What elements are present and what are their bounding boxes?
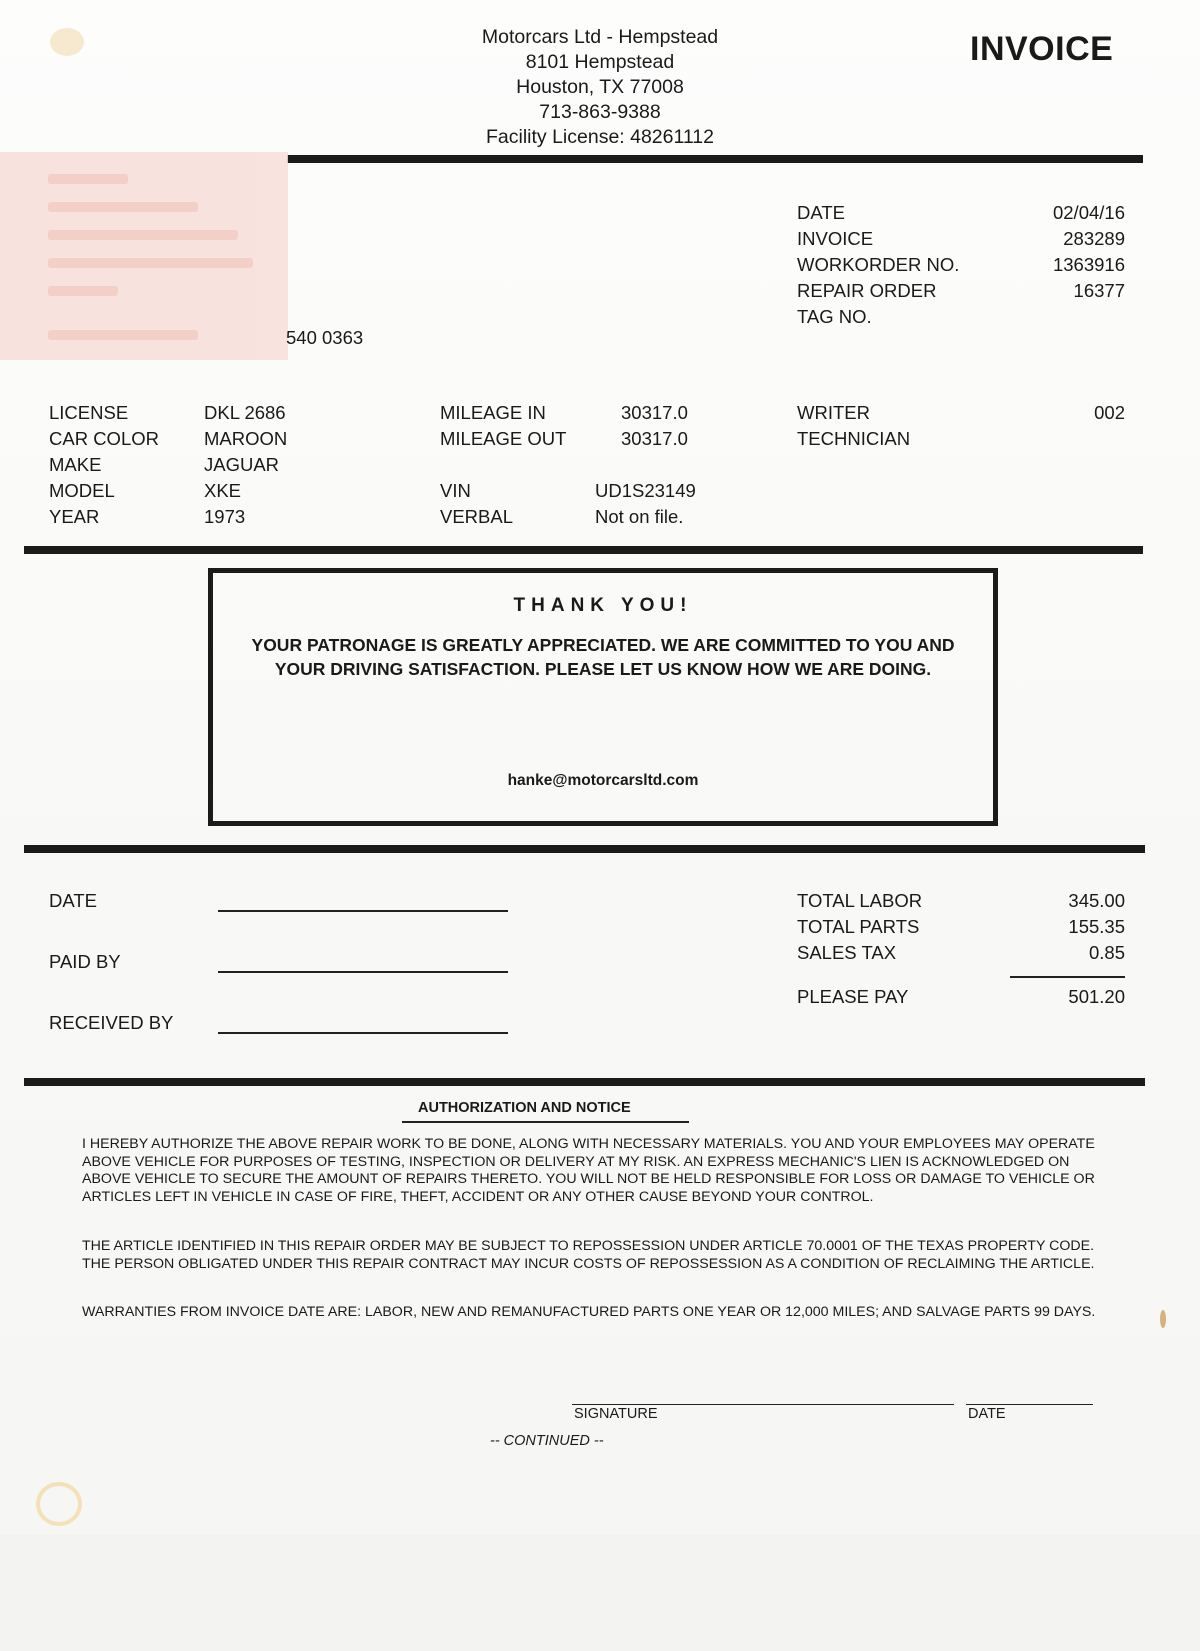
divider bbox=[24, 546, 1143, 554]
authorization-paragraph: I HEREBY AUTHORIZE THE ABOVE REPAIR WORK TO BE DONE, ALONG WITH NECESSARY MATERIALS. YOU AND YOUR EMPLOYEES MAY OPERATE ABOVE VEHICLE FOR PURPOSES OF TESTING, INSPECTION OR DELIVERY AT MY RISK. AN EXPRESS MECHANIC'S LIEN IS ACKNOWLEDGED ON ABOVE VEHICLE TO SECURE THE AMOUNT OF REPAIRS THERETO. YOU WILL NOT BE HELD RESPONSIBLE FOR LOSS OR DAMAGE TO VEHICLE OR ARTICLES LEFT IN VEHICLE IN CASE OF FIRE, THEFT, ACCIDENT OR ANY OTHER CAUSE BEYOND YOUR CONTROL. bbox=[82, 1136, 1095, 1205]
total-labor-value: 345.00 bbox=[1068, 890, 1125, 911]
invoice-title: INVOICE bbox=[970, 30, 1114, 68]
received-by-label: RECEIVED BY bbox=[49, 1012, 174, 1033]
repossession-paragraph: THE ARTICLE IDENTIFIED IN THIS REPAIR ORDER MAY BE SUBJECT TO REPOSSESSION UNDER ARTICLE 70.0001 OF THE TEXAS PROPERTY CODE. THE PERSON OBLIGATED UNDER THIS REPAIR CONTRACT MAY INCUR COSTS OF REPOSSESSION AS A CONDITION OF RECLAIMING THE ARTICLE. bbox=[82, 1238, 1095, 1272]
verbal-label: VERBAL bbox=[440, 506, 514, 527]
contact-email: hanke@motorcarsltd.com bbox=[507, 772, 699, 789]
warranty-paragraph: WARRANTIES FROM INVOICE DATE ARE: LABOR, NEW AND REMANUFACTURED PARTS ONE YEAR OR 12,000 MILES; AND SALVAGE PARTS 99 DAYS. bbox=[82, 1304, 1096, 1320]
year-value: 1973 bbox=[204, 506, 246, 527]
mileage-out-label: MILEAGE OUT bbox=[440, 428, 567, 449]
notice-title-rule bbox=[402, 1121, 689, 1123]
date-label: DATE bbox=[797, 202, 845, 223]
totals-rule bbox=[1010, 976, 1125, 978]
thank-you-box bbox=[208, 568, 998, 826]
total-parts-value: 155.35 bbox=[1068, 916, 1125, 937]
shop-phone: 713-863-9388 bbox=[539, 101, 661, 123]
signature-line bbox=[572, 1404, 954, 1405]
vin-label: VIN bbox=[440, 480, 471, 501]
mileage-in-value: 30317.0 bbox=[621, 402, 688, 423]
divider bbox=[24, 1078, 1145, 1086]
signature-date-line bbox=[966, 1404, 1093, 1405]
repair-order-label: REPAIR ORDER bbox=[797, 280, 937, 301]
shop-city: Houston, TX 77008 bbox=[516, 76, 684, 98]
workorder-value: 1363916 bbox=[1052, 254, 1125, 275]
stain-mark bbox=[36, 1482, 82, 1526]
make-label: MAKE bbox=[49, 454, 102, 475]
facility-license: Facility License: 48261112 bbox=[485, 126, 714, 148]
car-color-value: MAROON bbox=[204, 428, 288, 449]
shop-street: 8101 Hempstead bbox=[525, 51, 675, 73]
notice-title: AUTHORIZATION AND NOTICE bbox=[418, 1100, 631, 1116]
payment-date-label: DATE bbox=[49, 890, 97, 911]
writer-value: 002 bbox=[1094, 402, 1125, 423]
mileage-in-label: MILEAGE IN bbox=[440, 402, 546, 423]
invoice-label: INVOICE bbox=[797, 228, 874, 249]
signature-date-label: DATE bbox=[968, 1406, 1006, 1422]
license-label: LICENSE bbox=[49, 402, 129, 423]
customer-phone: 540 0363 bbox=[286, 327, 364, 348]
vin-value: UD1S23149 bbox=[595, 480, 696, 501]
sales-tax-label: SALES TAX bbox=[797, 942, 897, 963]
model-value: XKE bbox=[204, 480, 242, 501]
total-parts-label: TOTAL PARTS bbox=[797, 916, 920, 937]
divider bbox=[287, 155, 1143, 163]
invoice-value: 283289 bbox=[1063, 228, 1125, 249]
sales-tax-value: 0.85 bbox=[1088, 942, 1125, 963]
repair-order-value: 16377 bbox=[1073, 280, 1125, 301]
thank-you-title: THANK YOU! bbox=[513, 595, 693, 616]
received-by-line bbox=[218, 1032, 508, 1034]
mileage-out-value: 30317.0 bbox=[621, 428, 688, 449]
signature-label: SIGNATURE bbox=[574, 1406, 658, 1422]
paid-by-label: PAID BY bbox=[49, 951, 121, 972]
redacted-customer-block bbox=[0, 152, 288, 360]
model-label: MODEL bbox=[49, 480, 115, 501]
stain-mark bbox=[50, 28, 84, 56]
technician-label: TECHNICIAN bbox=[797, 428, 911, 449]
make-value: JAGUAR bbox=[204, 454, 280, 475]
payment-date-line bbox=[218, 910, 508, 912]
date-value: 02/04/16 bbox=[1052, 202, 1125, 223]
continued-note: -- CONTINUED -- bbox=[490, 1433, 604, 1449]
writer-label: WRITER bbox=[797, 402, 870, 423]
year-label: YEAR bbox=[49, 506, 100, 527]
divider bbox=[24, 845, 1145, 853]
please-pay-label: PLEASE PAY bbox=[797, 986, 909, 1007]
shop-name: Motorcars Ltd - Hempstead bbox=[481, 26, 719, 48]
please-pay-value: 501.20 bbox=[1068, 986, 1125, 1007]
thank-you-message: YOUR PATRONAGE IS GREATLY APPRECIATED. WE ARE COMMITTED TO YOU AND YOUR DRIVING SATISFACTION. PLEASE LET US KNOW HOW WE ARE DOING. bbox=[251, 635, 955, 679]
car-color-label: CAR COLOR bbox=[49, 428, 159, 449]
total-labor-label: TOTAL LABOR bbox=[797, 890, 923, 911]
workorder-label: WORKORDER NO. bbox=[797, 254, 960, 275]
stain-mark bbox=[1160, 1310, 1166, 1328]
tag-label: TAG NO. bbox=[797, 306, 872, 327]
license-value: DKL 2686 bbox=[204, 402, 286, 423]
verbal-value: Not on file. bbox=[595, 506, 684, 527]
paid-by-line bbox=[218, 971, 508, 973]
